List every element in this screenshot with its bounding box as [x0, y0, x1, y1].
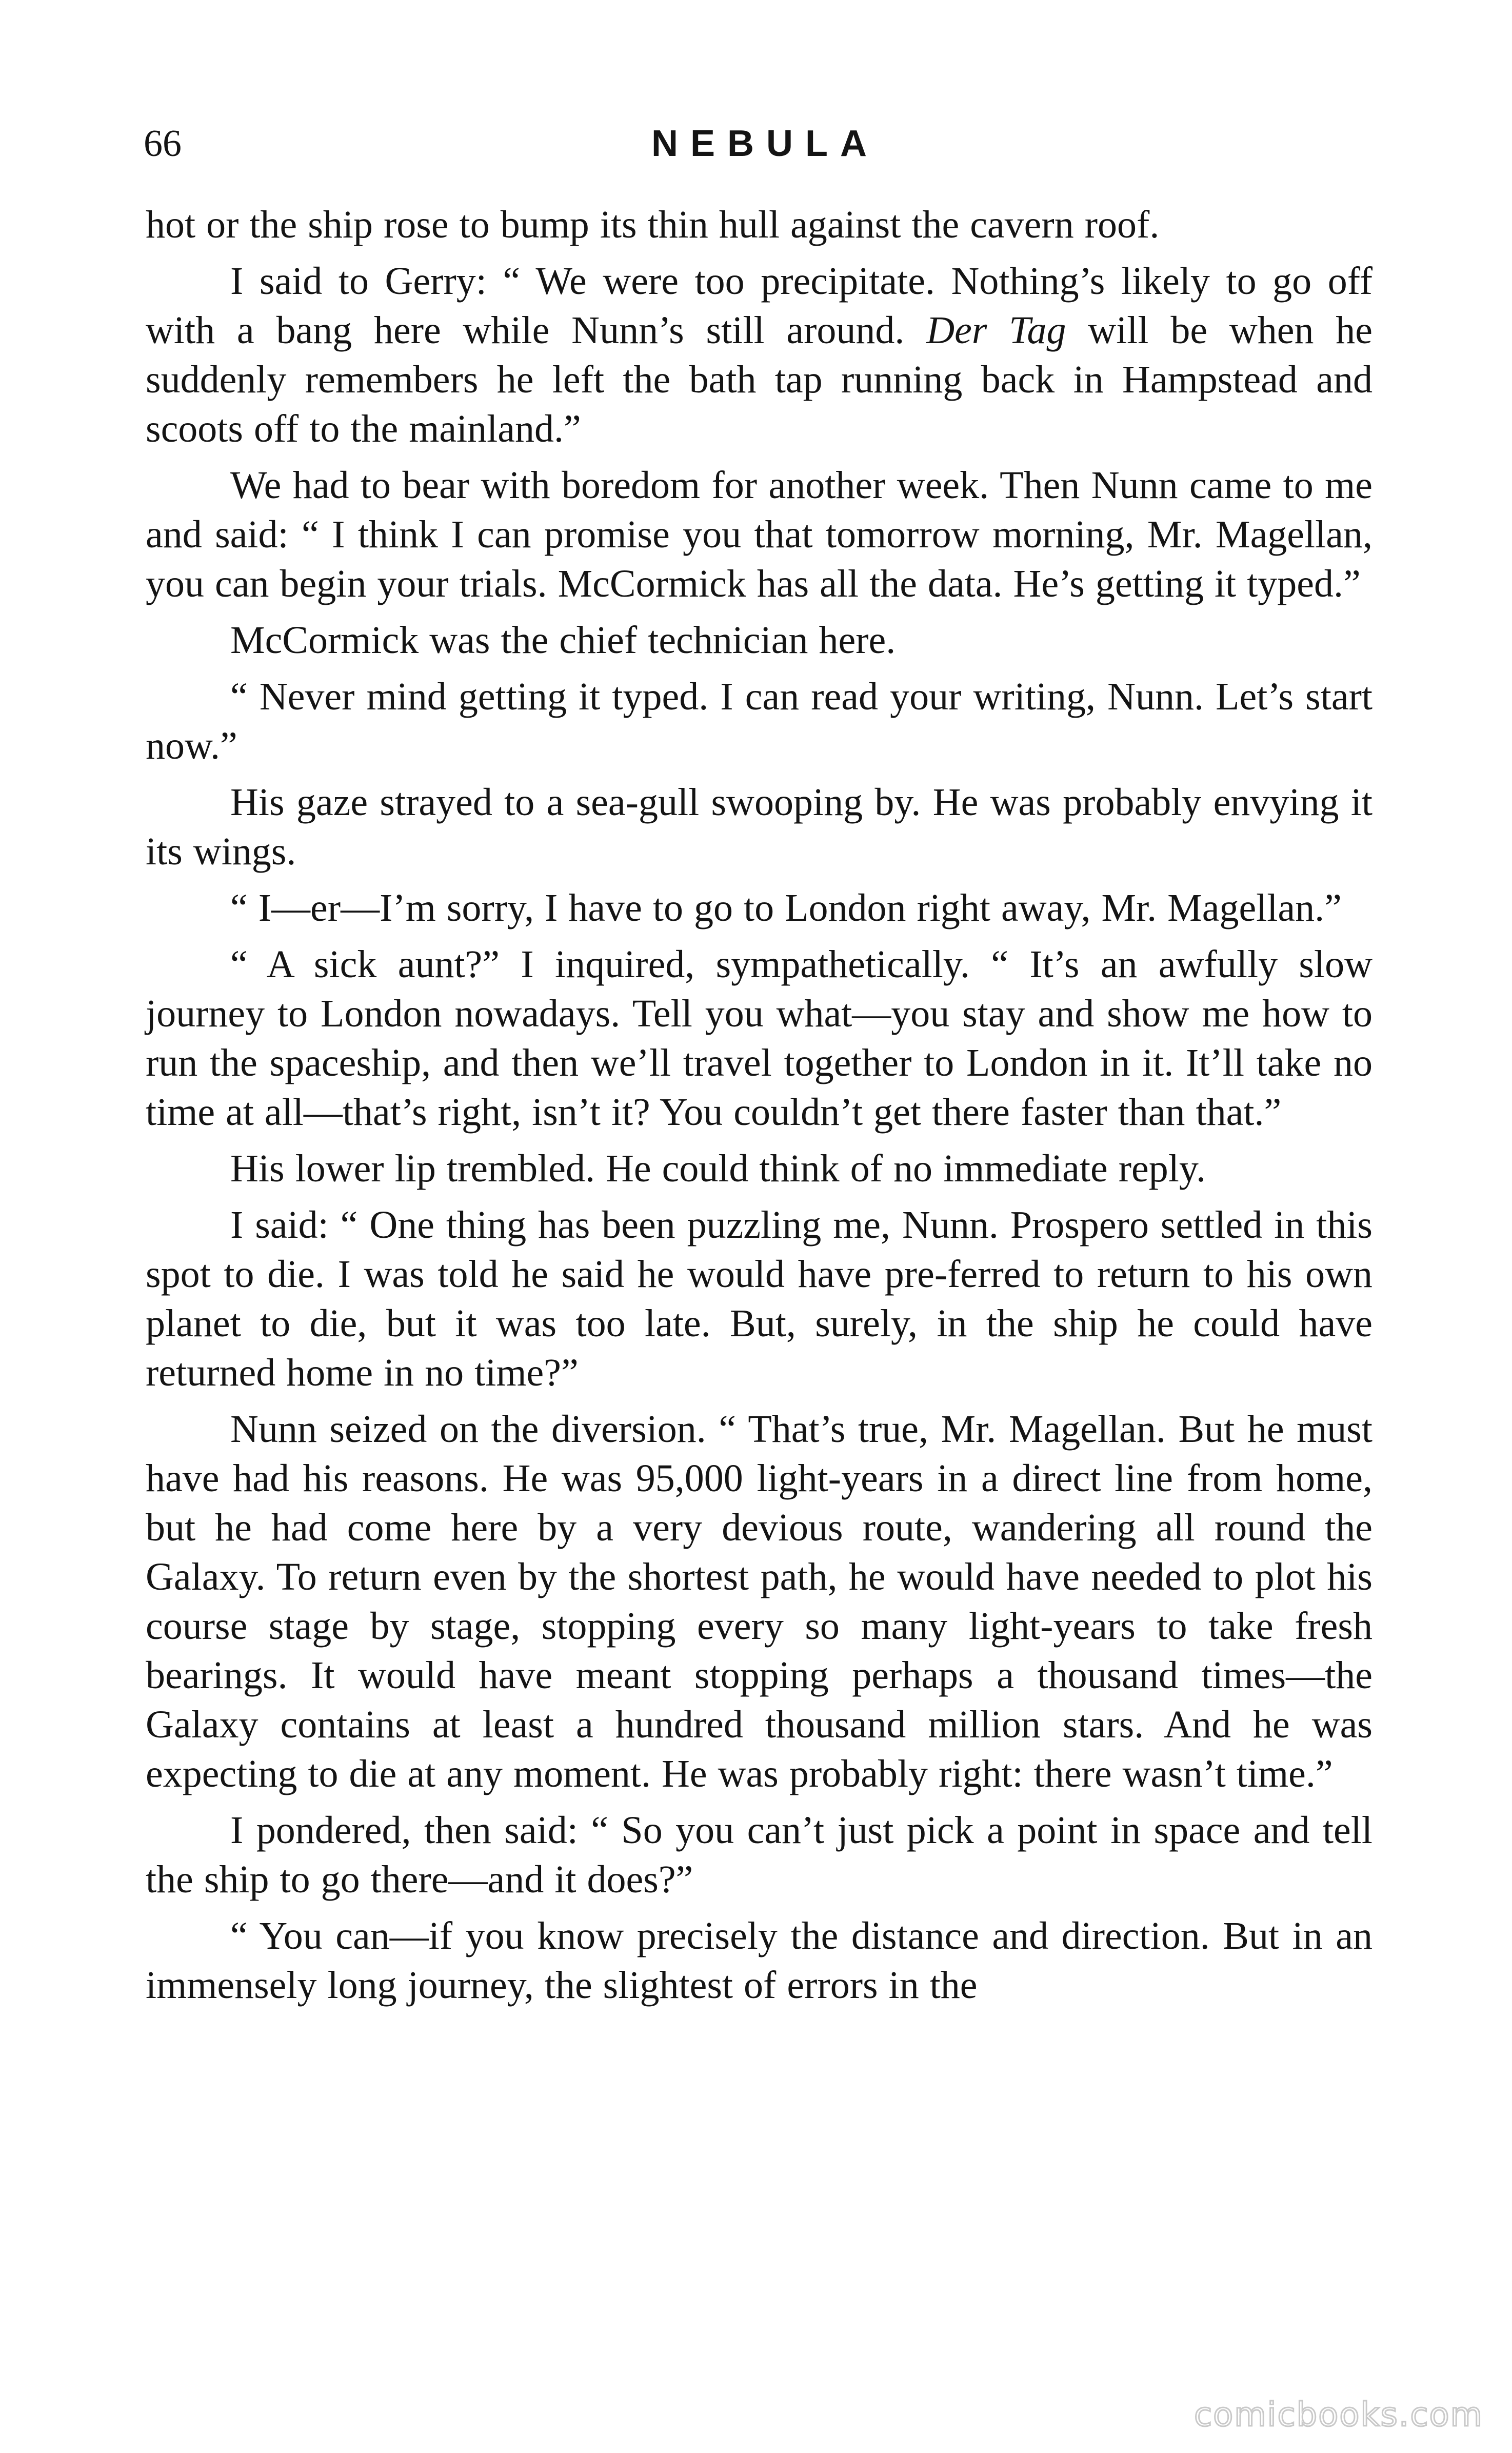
paragraph [146, 200, 1372, 249]
paragraph [146, 940, 1372, 1137]
text-run: “ You can—if you know precisely the distance and direction. But in an immensely long journey, the slightest of errors in the [146, 1914, 1372, 2007]
paragraph [146, 778, 1372, 876]
paragraph [146, 883, 1372, 933]
text-run: will be when he suddenly remembers he left the bath tap running back in Hampstead and scoots off to the mainland.” [146, 309, 1373, 450]
paragraph [146, 1404, 1372, 1798]
text-run: Nunn seized on the diversion. “ That’s true, Mr. Magellan. But he must have had his reasons. He was 95,000 light-years in a direct line from home, but he had come here by a very devious route, wandering all round the Galaxy. To return even by the shortest path, he would have needed to plot his course stage by stage, stopping every so many light-years to take fresh bearings. It would have meant stopping perhaps a thousand times—the Galaxy contains at least a hundred thousand million stars. And he was expecting to die at any moment. He was probably right: there wasn’t time.” [146, 1408, 1372, 1795]
body-text [146, 200, 1372, 2017]
paragraph [146, 672, 1372, 770]
page-number: 66 [144, 123, 182, 165]
text-run: hot or the ship rose to bump its thin hull against the cavern roof. [146, 203, 1160, 246]
text-run: I said to Gerry: “ We were too precipitate. Nothing’s likely to go off with a bang here while Nunn’s still around. [146, 260, 1372, 352]
paragraph [146, 1200, 1372, 1397]
watermark-text: comicbooks.com [1193, 2396, 1483, 2434]
text-run: I said: “ One thing has been puzzling me, Nunn. Prospero settled in this spot to die. I was told he said he would have pre-ferred to return to his own planet to die, but it was too late. But, surely, in the ship he could have returned home in no time?” [146, 1203, 1372, 1394]
text-run: His gaze strayed to a sea-gull swooping by. He was probably envying it its wings. [146, 781, 1372, 873]
text-run: I pondered, then said: “ So you can’t just pick a point in space and tell the ship to go there—and it does?” [146, 1809, 1372, 1901]
page-header [144, 113, 1375, 174]
paragraph [146, 1144, 1372, 1193]
paragraph [146, 461, 1372, 608]
text-run: McCormick was the chief technician here. [230, 619, 896, 662]
paragraph [146, 1806, 1372, 1904]
paragraph [146, 256, 1372, 453]
running-title: NEBULA [651, 123, 879, 164]
paragraph [146, 616, 1372, 665]
text-run: We had to bear with boredom for another week. Then Nunn came to me and said: “ I think I can promise you that tomorrow morning, Mr. Magellan, you can begin your trials. McCormick has all the data. He’s getting it typed.” [146, 464, 1372, 605]
italic-phrase: Der Tag [926, 309, 1066, 352]
text-run: “ Never mind getting it typed. I can read your writing, Nunn. Let’s start now.” [146, 675, 1372, 767]
text-run: “ I—er—I’m sorry, I have to go to London right away, Mr. Magellan.” [230, 886, 1342, 929]
text-run: His lower lip trembled. He could think of no immediate reply. [230, 1147, 1206, 1190]
paragraph [146, 1911, 1372, 2010]
text-run: “ A sick aunt?” I inquired, sympathetically. “ It’s an awfully slow journey to London nowadays. Tell you what—you stay and show me how to run the spaceship, and then we’ll travel together to London in it. It’ll take no time at all—that’s right, isn’t it? You couldn’t get there faster than that.” [146, 943, 1372, 1134]
